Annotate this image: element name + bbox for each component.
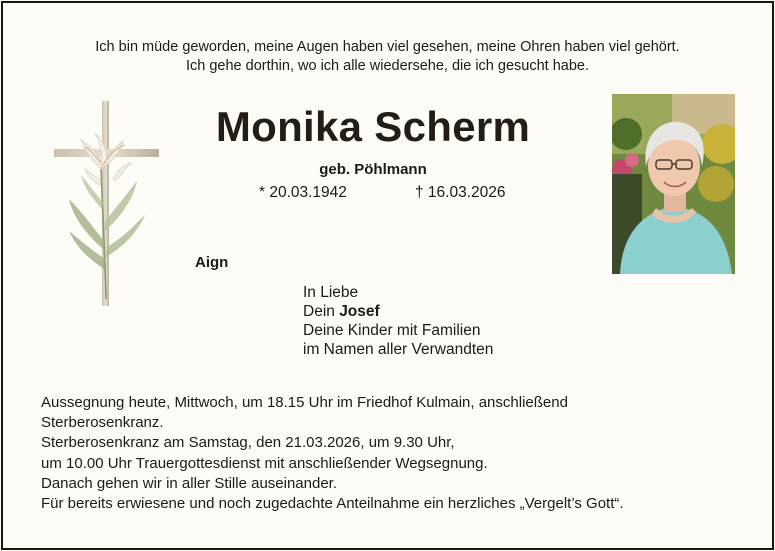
mourners-line-2	[303, 302, 493, 321]
mourners-block	[303, 283, 493, 359]
death-date: † 16.03.2026	[415, 184, 506, 201]
info-line: Sterberosenkranz.	[41, 414, 164, 432]
mourners-line-2-prefix: Dein	[303, 303, 340, 320]
info-line: Danach gehen wir in aller Stille auseinander.	[41, 474, 338, 492]
mourners-line-4: im Namen aller Verwandten	[303, 341, 494, 358]
motto-line-1: Ich bin müde geworden, meine Augen haben viel gesehen, meine Ohren haben viel gehört.	[95, 39, 680, 55]
portrait-photo	[612, 94, 735, 274]
deceased-name: Monika Scherm	[215, 103, 531, 150]
info-line: Für bereits erwiesene und noch zugedachte Anteilnahme ein herzliches „Vergelt’s Gott“.	[41, 495, 624, 513]
mourners-spouse-name: Josef	[339, 303, 380, 320]
birth-date: * 20.03.1942	[259, 184, 347, 201]
obituary-notice	[1, 1, 774, 550]
funeral-info	[41, 393, 761, 514]
cross-lily-icon	[51, 99, 166, 309]
info-line: Aussegnung heute, Mittwoch, um 18.15 Uhr im Friedhof Kulmain, anschließend	[41, 394, 568, 411]
info-line: Sterberosenkranz am Samstag, den 21.03.2026, um 9.30 Uhr,	[41, 434, 455, 452]
residence-place: Aign	[195, 254, 229, 271]
mourners-line-3: Deine Kinder mit Familien	[303, 322, 481, 339]
mourners-line-1: In Liebe	[303, 284, 359, 301]
info-line: um 10.00 Uhr Trauergottesdienst mit anschließender Wegsegnung.	[41, 454, 488, 472]
motto-verse	[3, 38, 772, 76]
motto-line-2: Ich gehe dorthin, wo ich alle wiedersehe, die ich gesucht habe.	[185, 58, 590, 74]
birth-name: geb. Pöhlmann	[319, 161, 427, 178]
